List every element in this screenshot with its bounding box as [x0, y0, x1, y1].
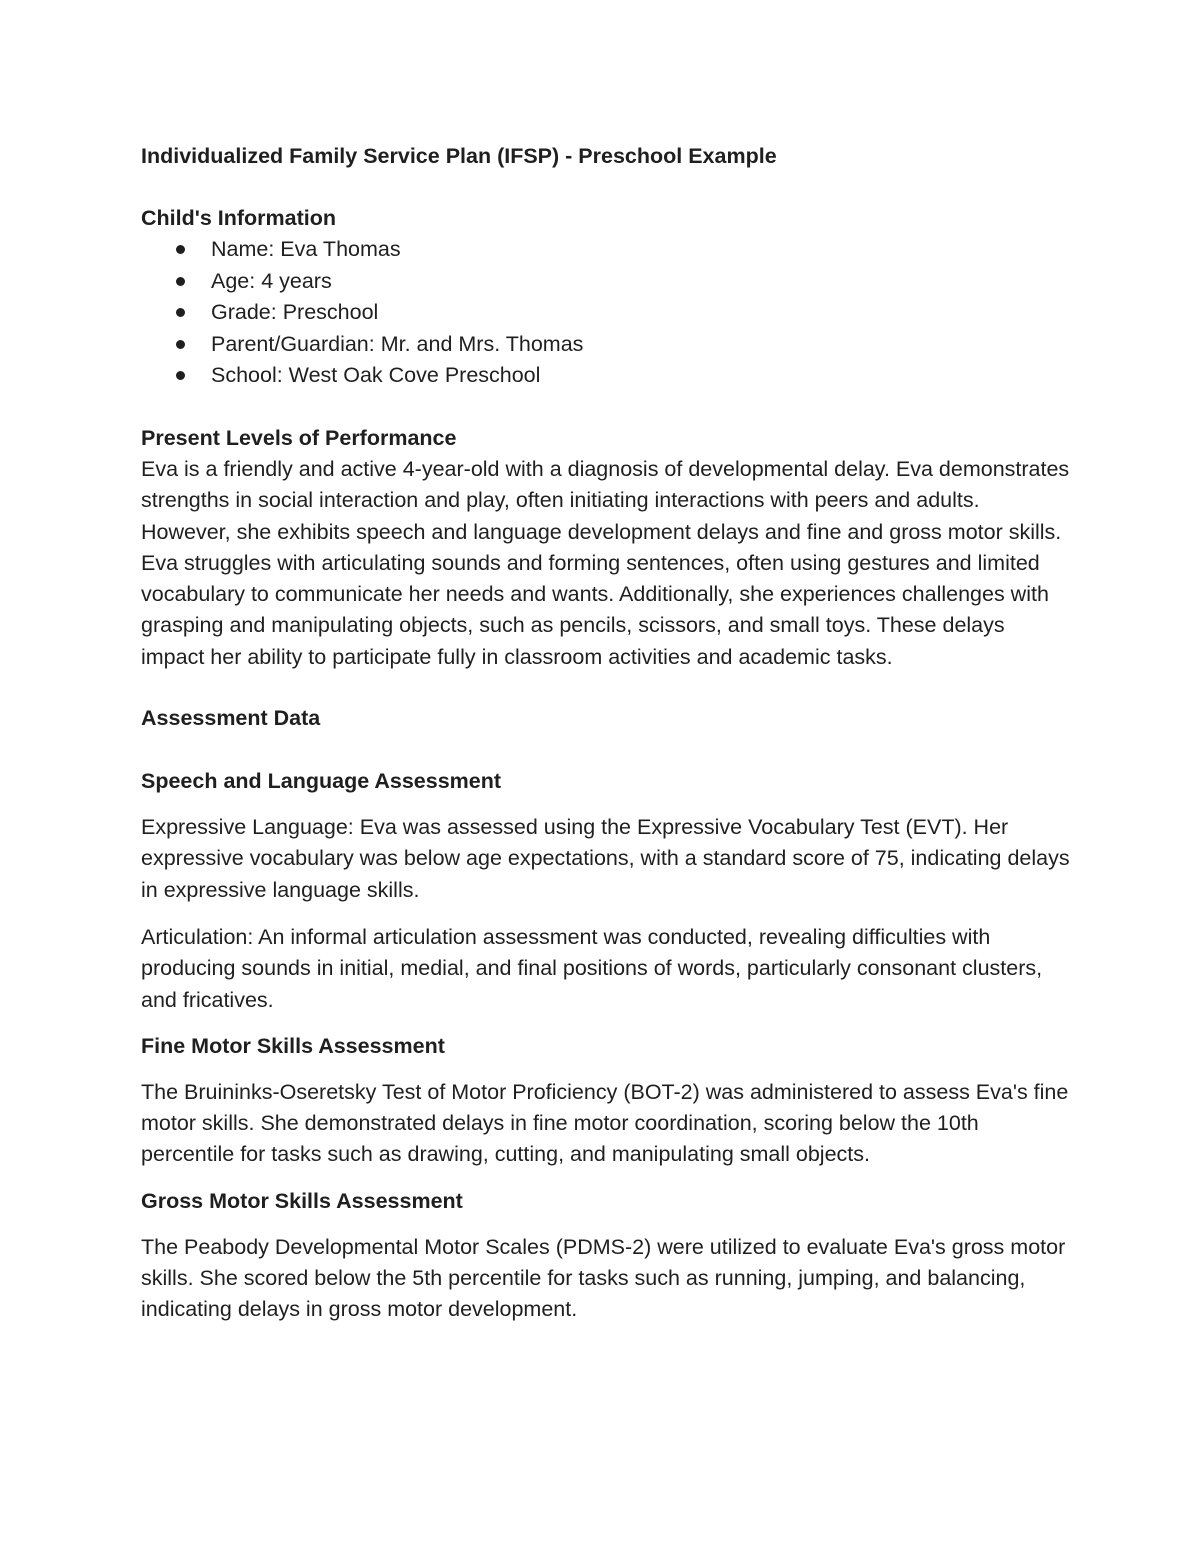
list-item [141, 266, 1071, 298]
bullet-icon [176, 371, 185, 380]
child-name: Name: Eva Thomas [211, 237, 401, 261]
list-item [141, 234, 1071, 266]
child-age: Age: 4 years [211, 268, 332, 293]
fine-motor-heading: Fine Motor Skills Assessment [141, 1033, 445, 1058]
assessment-data-heading: Assessment Data [141, 706, 321, 731]
bullet-icon [176, 245, 185, 254]
document-page [141, 141, 1071, 1326]
present-levels-heading: Present Levels of Performance [141, 425, 457, 450]
list-item [141, 297, 1071, 329]
expressive-language-text: Expressive Language: Eva was assessed using the Expressive Vocabulary Test (EVT). Her expressive vocabulary was below age expectations, with a standard score of 75, indicating delays in expressive language skills. [141, 815, 1070, 902]
child-info-heading: Child's Information [141, 206, 337, 230]
gross-motor-heading: Gross Motor Skills Assessment [141, 1188, 463, 1213]
gross-motor-text: The Peabody Developmental Motor Scales (PDMS-2) were utilized to evaluate Eva's gross motor skills. She scored below the 5th percentile for tasks such as running, jumping, and balancing, indicating delays in gross motor development. [141, 1234, 1066, 1322]
bullet-icon [176, 308, 185, 317]
bullet-icon [176, 277, 185, 286]
list-item [141, 329, 1071, 361]
bullet-icon [176, 340, 185, 349]
child-info-list [141, 234, 1071, 392]
child-school: School: West Oak Cove Preschool [211, 363, 541, 388]
speech-language-heading: Speech and Language Assessment [141, 769, 502, 794]
document-title: Individualized Family Service Plan (IFSP) - Preschool Example [141, 144, 777, 168]
list-item [141, 360, 1071, 392]
fine-motor-text: The Bruininks-Oseretsky Test of Motor Proficiency (BOT-2) was administered to assess Eva's fine motor skills. She demonstrated delays in fine motor coordination, scoring below the 10th percentile for tasks such as drawing, cutting, and manipulating small objects. [141, 1079, 1069, 1167]
articulation-text: Articulation: An informal articulation assessment was conducted, revealing difficulties with producing sounds in initial, medial, and final positions of words, particularly consonant clusters, and fricatives. [141, 924, 1043, 1012]
child-grade: Grade: Preschool [211, 300, 379, 325]
child-guardian: Parent/Guardian: Mr. and Mrs. Thomas [211, 331, 584, 356]
present-levels-text: Eva is a friendly and active 4-year-old with a diagnosis of developmental delay. Eva demonstrates strengths in social interaction and play, often initiating interactions with peers and adults. However, she exhibits speech and language development delays and fine and gross motor skills. Eva struggles with articulating sounds and forming sentences, often using gestures and limited vocabulary to communicate her needs and wants. Additionally, she experiences challenges with grasping and manipulating objects, such as pencils, scissors, and small toys. These delays impact her ability to participate fully in classroom activities and academic tasks. [141, 456, 1070, 669]
